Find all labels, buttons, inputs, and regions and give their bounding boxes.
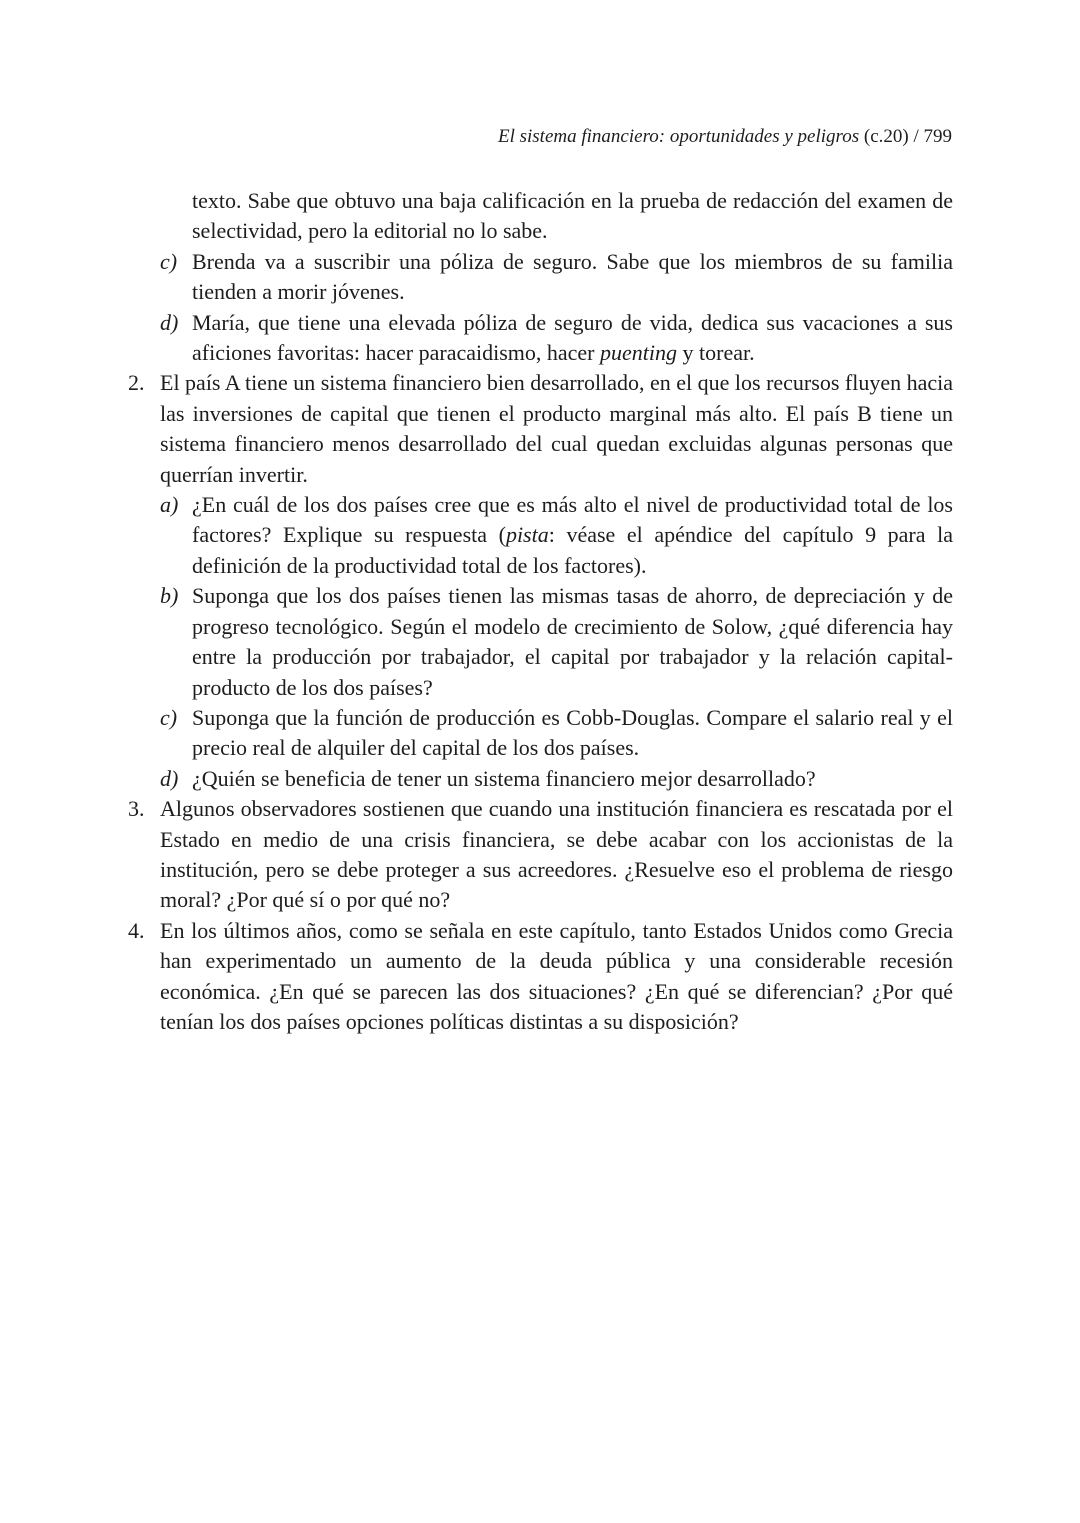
item-marker: c) — [160, 704, 178, 730]
item-text: Suponga que la función de producción es Cobb-Douglas. Compare el salario real y el precio real de alquiler del capital de los dos países. — [192, 704, 953, 761]
page-number: 799 — [923, 126, 952, 147]
running-header-chapter: (c.20) — [863, 126, 909, 147]
item-text: Algunos observadores sostienen que cuando una institución financiera es rescatada por el Estado en medio de una crisis financiera, se debe acabar con los accionistas de la institución, pero se debe proteger a sus acreedores. ¿Resuelve eso el problema de riesgo moral? ¿Por qué sí o por qué no? — [160, 796, 953, 913]
item-text: y torear. — [677, 340, 755, 366]
item-number: 4. — [128, 917, 145, 943]
item-text: Brenda va a suscribir una póliza de seguro. Sabe que los miembros de su familia tienden a morir jóvenes. — [192, 248, 953, 305]
item-marker: d) — [160, 765, 179, 791]
item-text-italic: puenting — [600, 340, 678, 366]
exercise-2c — [128, 703, 953, 764]
item-marker: d) — [160, 309, 179, 335]
item-text: : véase el apéndice del capítulo 9 para la definición de la productividad total de los factores). — [192, 522, 953, 578]
running-header — [498, 122, 952, 152]
item-marker: c) — [160, 248, 178, 274]
item-marker: a) — [160, 492, 179, 518]
exercise-2b — [128, 581, 953, 703]
item-text: En los últimos años, como se señala en este capítulo, tanto Estados Unidos como Grecia han experimentado un aumento de la deuda pública y una considerable recesión económica. ¿En qué se parecen las dos situaciones? ¿En qué se diferencian? ¿Por qué tenían los dos países opciones políticas distintas a su disposición? — [160, 917, 953, 1034]
item-text: ¿En cuál de los dos países cree que es más alto el nivel de productividad total de los factores? Explique su respuesta ( — [192, 492, 953, 548]
exercise-2a — [128, 490, 953, 581]
item-text-italic: pista — [505, 522, 549, 548]
item-text: María, que tiene una elevada póliza de seguro de vida, dedica sus vacaciones a sus aficiones favoritas: hacer paracaidismo, hacer — [192, 309, 953, 366]
running-header-title: El sistema financiero: oportunidades y peligros — [497, 126, 860, 147]
exercise-list — [128, 186, 953, 1037]
item-text: ¿Quién se beneficia de tener un sistema financiero mejor desarrollado? — [192, 765, 816, 791]
item-text: El país A tiene un sistema financiero bien desarrollado, en el que los recursos fluyen hacia las inversiones de capital que tienen el producto marginal más alto. El país B tiene un sistema financiero menos desarrollado del cual quedan excluidas algunas personas que querrían invertir. — [160, 370, 953, 487]
item-text: Suponga que los dos países tienen las mismas tasas de ahorro, de depreciación y de progreso tecnológico. Según el modelo de crecimiento de Solow, ¿qué diferencia hay entre la producción por trabajador, el capital por trabajador y la relación capital-producto de los dos países? — [192, 583, 953, 700]
exercise-2 — [128, 368, 953, 490]
exercise-4 — [128, 916, 953, 1038]
exercise-1d — [128, 308, 953, 369]
item-text: texto. Sabe que obtuvo una baja calificación en la prueba de redacción del examen de selectividad, pero la editorial no lo sabe. — [192, 188, 953, 244]
exercise-1c — [128, 247, 953, 308]
running-header-separator: / — [913, 126, 919, 147]
exercise-2d — [128, 764, 953, 794]
item-number: 2. — [128, 370, 145, 396]
item-number: 3. — [128, 796, 145, 822]
exercise-1b-continuation — [128, 186, 953, 247]
exercise-3 — [128, 794, 953, 916]
item-marker: b) — [160, 583, 179, 609]
